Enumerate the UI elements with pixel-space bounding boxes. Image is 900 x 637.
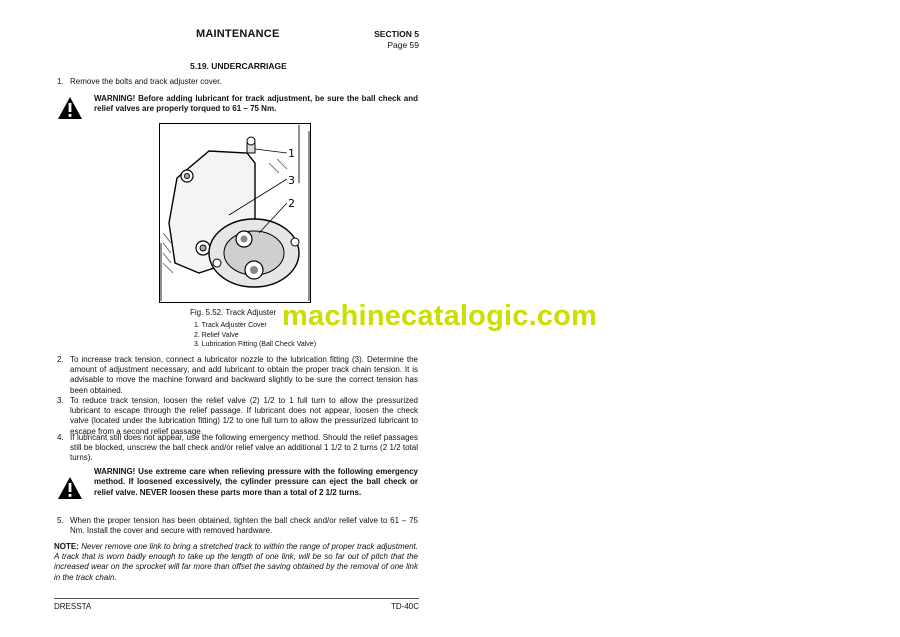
footer-divider [54, 598, 419, 599]
step-text: If lubricant still does not appear, use the following emergency method. Should the relief passages still be blocked, unscrew the ball check and/or relief valve an additional 1 1/2 to 2 turns (2 1/2 total turns). [70, 433, 418, 463]
note-block [54, 542, 418, 583]
step-text: To increase track tension, connect a lubricator nozzle to the lubrication fitting (3). Determine the amount of adjustment necessary, and add lubricant to obtain the proper track chain tension. It is advisable to move the machine forward and backward slightly to be sure the correct tension has been obtained. [70, 355, 418, 395]
page-number: Page 59 [387, 40, 419, 50]
step-1 [57, 77, 418, 87]
step-5 [57, 516, 418, 536]
step-text: To reduce track tension, loosen the relief valve (2) 1/2 to 1 full turn to allow the pressurized lubricant to escape through the relief passage. If lubricant does not appear, loosen the check valve (located under the lubrication fitting) 1/2 to one full turn to allow the pressurized lubricant to escape from a second relief passage. [70, 396, 418, 436]
step-number: 3. [57, 396, 64, 405]
callout-1: 1 [288, 147, 295, 160]
note-label: NOTE: [54, 542, 79, 551]
callout-3: 3 [288, 174, 295, 187]
page-header-title: MAINTENANCE [196, 28, 280, 40]
step-2 [57, 355, 418, 396]
footer-model: TD-40C [390, 602, 419, 611]
warning-triangle-icon [57, 96, 83, 120]
warning-text: WARNING! Use extreme care when relieving pressure with the following emergency method. If loosened excessively, the cylinder pressure can eject the ball check or relief valve. NEVER loosen these parts more than a total of 2 1/2 turns. [94, 467, 418, 497]
warning-triangle-icon [57, 476, 83, 500]
watermark-text: machinecatalogic.com [282, 300, 598, 332]
callout-2: 2 [288, 197, 295, 210]
warning-text: WARNING! Before adding lubricant for track adjustment, be sure the ball check and relief valves are properly torqued to 61 – 75 Nm. [94, 94, 418, 114]
figure-caption: Fig. 5.52. Track Adjuster [190, 308, 277, 317]
section-heading: 5.19. UNDERCARRIAGE [190, 61, 287, 71]
step-number: 5. [57, 516, 64, 525]
step-number: 1. [57, 77, 64, 86]
step-number: 2. [57, 355, 64, 364]
legend-item: 1. Track Adjuster Cover [194, 322, 267, 329]
step-text: Remove the bolts and track adjuster cover. [70, 77, 222, 86]
footer-brand: DRESSTA [54, 602, 92, 611]
legend-item: 3. Lubrication Fitting (Ball Check Valve) [194, 341, 317, 348]
step-number: 4. [57, 433, 64, 442]
track-adjuster-figure [159, 123, 311, 303]
legend-item: 2. Relief Valve [194, 331, 239, 339]
step-3 [57, 396, 418, 437]
section-label: SECTION 5 [374, 29, 419, 39]
step-4 [57, 433, 418, 464]
step-text: When the proper tension has been obtained, tighten the ball check and/or relief valve to 61 – 75 Nm. Install the cover and secure with removed hardware. [70, 516, 418, 536]
note-text: Never remove one link to bring a stretched track to within the range of proper track adjustment. A track that is worn badly enough to take up the length of one link, will be so far out of pitch that the increased wear on the sprocket will far more than offset the saving obtained by the removal of one link in the track chain. [54, 542, 418, 582]
